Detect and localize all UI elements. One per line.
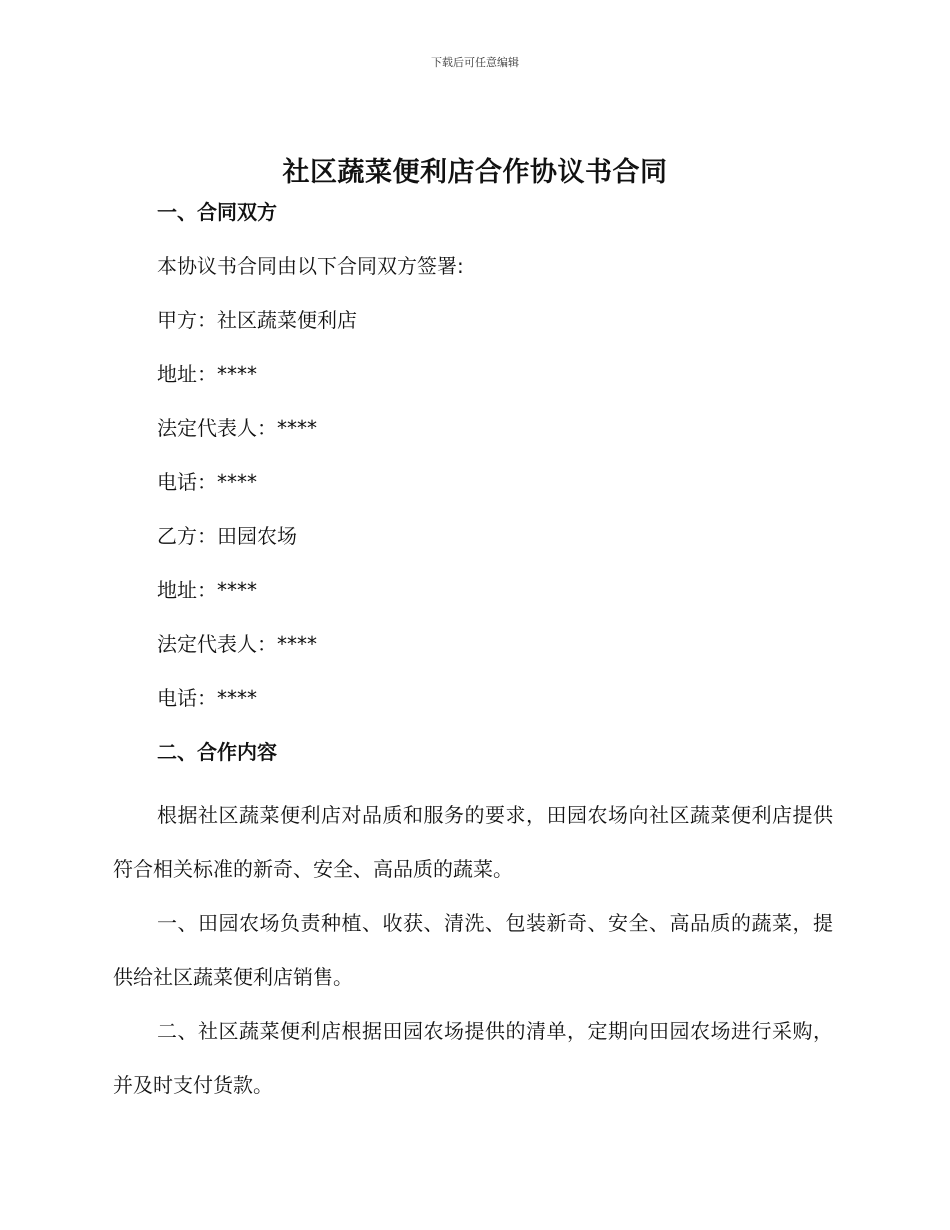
party-b-representative: 法定代表人：****	[157, 632, 317, 656]
party-a-address: 地址：****	[157, 362, 257, 386]
cooperation-item-1: 一、田园农场负责种植、收获、清洗、包装新奇、安全、高品质的蔬菜，提供给社区蔬菜便利店销售。	[113, 911, 833, 989]
document-body	[113, 196, 833, 1112]
party-b-address: 地址：****	[157, 578, 257, 602]
party-b-phone: 电话：****	[157, 686, 257, 710]
cooperation-paragraph: 根据社区蔬菜便利店对品质和服务的要求，田园农场向社区蔬菜便利店提供符合相关标准的新奇、安全、高品质的蔬菜。	[113, 803, 833, 881]
header-note: 下载后可任意编辑	[431, 56, 519, 69]
section-heading-cooperation: 二、合作内容	[157, 740, 277, 764]
cooperation-item-2: 二、社区蔬菜便利店根据田园农场提供的清单，定期向田园农场进行采购，并及时支付货款。	[113, 1019, 833, 1097]
party-a-name: 甲方：社区蔬菜便利店	[157, 308, 357, 332]
parties-intro: 本协议书合同由以下合同双方签署:	[157, 254, 464, 278]
party-a-representative: 法定代表人：****	[157, 416, 317, 440]
party-a-phone: 电话：****	[157, 470, 257, 494]
section-heading-parties: 一、合同双方	[157, 200, 277, 224]
party-b-name: 乙方：田园农场	[157, 524, 297, 548]
document-title: 社区蔬菜便利店合作协议书合同	[282, 157, 668, 188]
